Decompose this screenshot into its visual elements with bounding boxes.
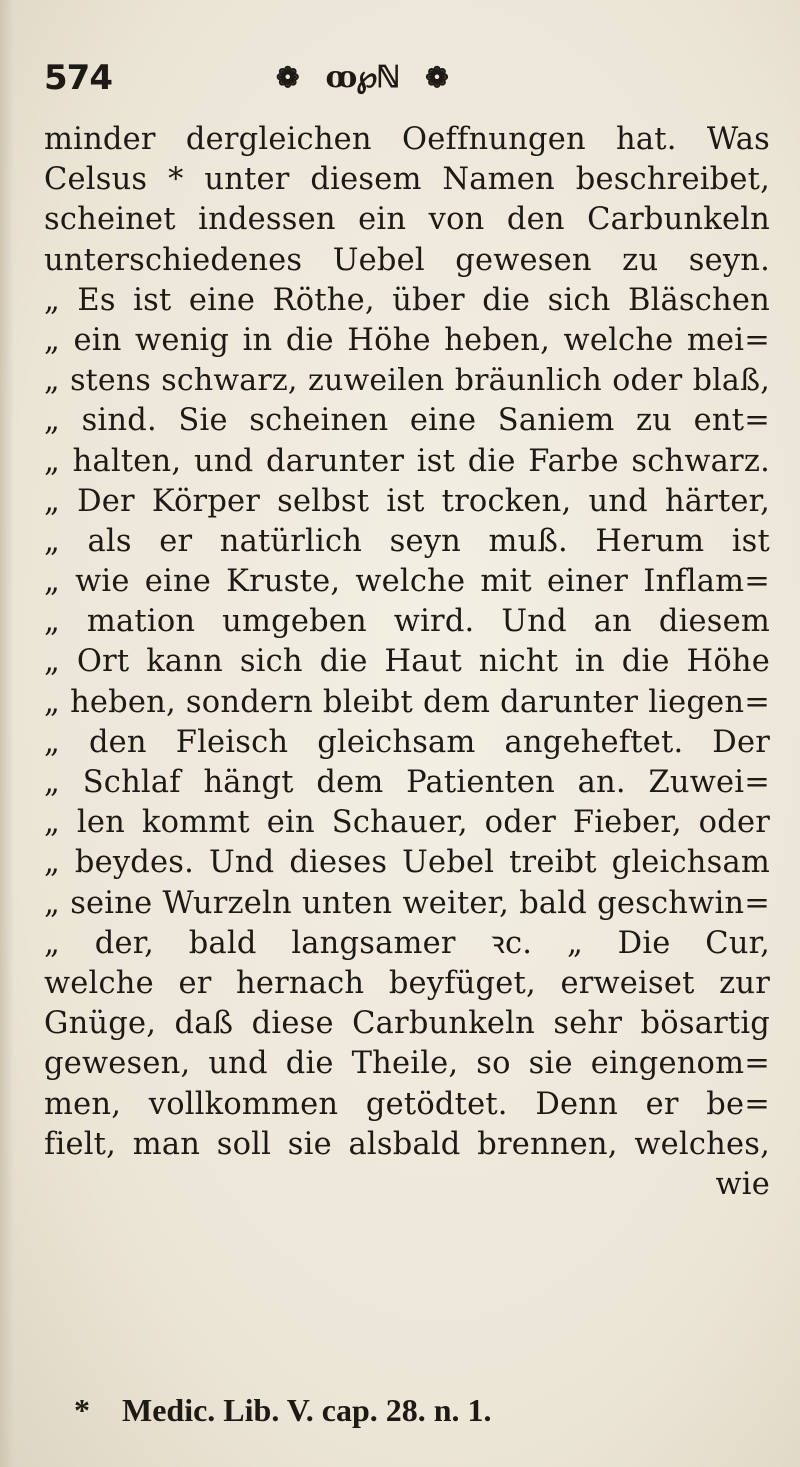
text-line: „ den Fleisch gleichsam angeheftet. Der [44,724,770,760]
text-line: „ als er natürlich seyn muß. Herum ist [44,523,770,559]
vignette-left-icon: ❁ [276,61,300,94]
catchword: wie [715,1166,770,1202]
text-line: „ Ort kann sich die Haut nicht in die Höhe [44,644,770,680]
text-line: „ halten, und darunter ist die Farbe schwarz. [44,443,770,479]
text-line: scheinet indessen ein von den Carbunkeln [44,202,770,238]
text-line: „ heben, sondern bleibt dem darunter liegen= [44,684,770,720]
page-header [44,58,764,104]
vignette-right-icon: ❁ [425,61,449,94]
text-line: „ der, bald langsamer ꝛc. „ Die Cur, [44,925,770,961]
text-line: fielt, man soll sie alsbald brennen, welches, [44,1126,770,1162]
text-line: „ beydes. Und dieses Uebel treibt gleichsam [44,845,770,881]
body-text [44,120,770,1205]
text-line: unterschiedenes Uebel gewesen zu seyn. [44,242,770,278]
text-line: Gnüge, daß diese Carbunkeln sehr bösartig [44,1006,770,1042]
text-line: welche er hernach beyfüget, erweiset zur [44,965,770,1001]
text-line: men, vollkommen getödtet. Denn er be= [44,1086,770,1122]
page-number: 574 [44,58,112,98]
footnote-marker: * [74,1392,90,1428]
text-line: „ Es ist eine Röthe, über die sich Bläschen [44,282,770,318]
text-line: „ sind. Sie scheinen eine Saniem zu ent= [44,403,770,439]
text-line: minder dergleichen Oeffnungen hat. Was [44,122,770,157]
text-line: „ seine Wurzeln unten weiter, bald geschwin= [44,885,770,921]
text-line: „ wie eine Kruste, welche mit einer Inflam= [44,564,770,600]
text-line: „ Der Körper selbst ist trocken, und härter, [44,483,770,519]
text-line: „ ein wenig in die Höhe heben, welche mei= [44,322,770,358]
header-ornament [276,60,449,95]
text-line: „ stens schwarz, zuweilen bräunlich oder blaß, [44,363,770,399]
text-line: „ mation umgeben wird. Und an diesem [44,604,770,640]
text-line: „ Schlaf hängt dem Patienten an. Zuwei= [44,765,770,800]
text-line: Celsus * unter diesem Namen beschreibet, [44,162,770,198]
page-binding-shadow [0,0,14,1467]
footnote-text: Medic. Lib. V. cap. 28. n. 1. [122,1392,492,1428]
footnote [74,1392,492,1429]
text-line: „ len kommt ein Schauer, oder Fieber, oder [44,805,770,841]
ornament-mark: ꝏ℘ℕ [325,60,400,95]
text-line: gewesen, und die Theile, so sie eingenom= [44,1046,770,1082]
